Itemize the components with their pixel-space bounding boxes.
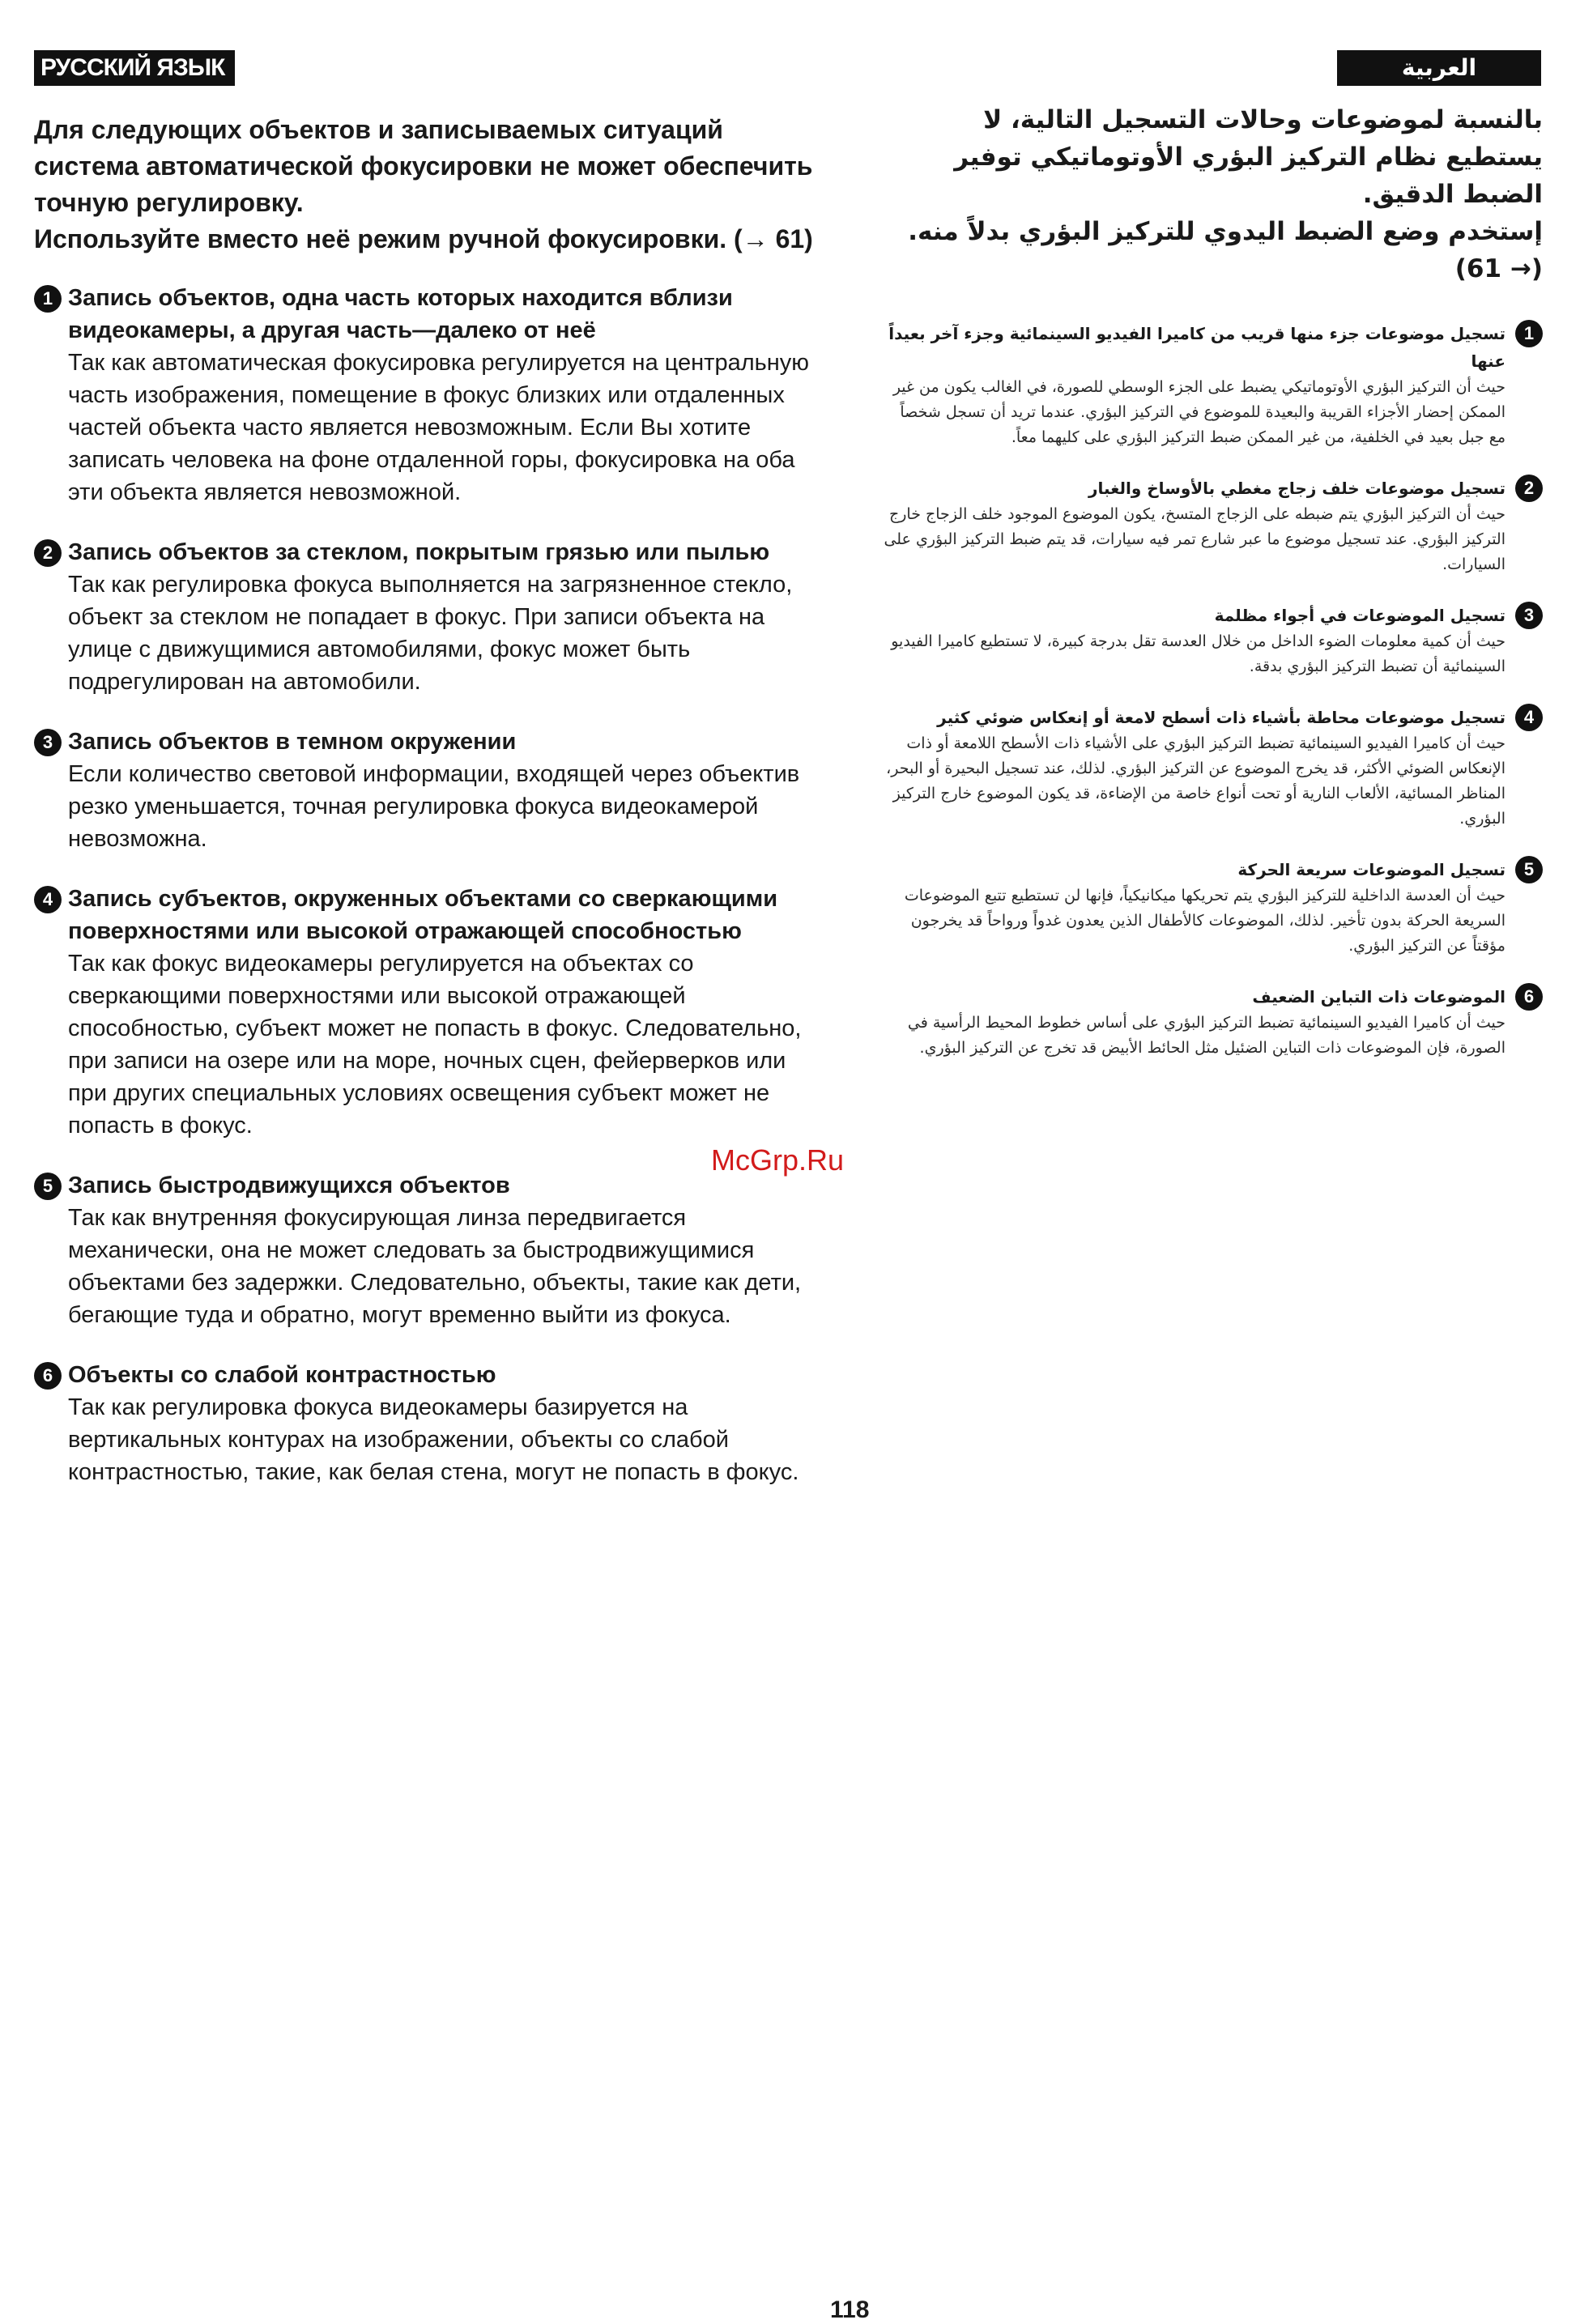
section-title: تسجيل موضوعات جزء منها قريب من كاميرا الفيديو السينمائية وجزء آخر بعيداً عنها xyxy=(888,324,1505,371)
section-number-badge: 2 xyxy=(34,539,62,567)
section-number-badge: 4 xyxy=(1515,704,1543,731)
watermark: McGrp.Ru xyxy=(711,1143,845,1177)
language-tag-arabic: العربية xyxy=(1337,50,1541,86)
section-number-badge: 1 xyxy=(34,285,62,313)
intro-line: Используйте вместо неё режим ручной фокусировки. (→ 61) xyxy=(34,224,813,253)
section-title: Запись объектов в темном окружении xyxy=(68,729,517,755)
intro-line: Для следующих объектов и записываемых ситуаций система автоматической фокусировки не может обеспечить точную регулировку. xyxy=(34,115,813,217)
arabic-intro xyxy=(883,101,1543,287)
section-body: حيث أن كاميرا الفيديو السينمائية تضبط التركيز البؤري على أساس خطوط المحيط الرأسية في الصورة، فإن الموضوعات ذات التباين الضئيل مثل الحائط الأبيض قد تخرج عن التركيز البؤري. xyxy=(907,1014,1505,1057)
section-title: تسجيل الموضوعات سريعة الحركة xyxy=(1237,860,1505,879)
section-body: Если количество световой информации, входящей через объектив резко уменьшается, точная регулировка фокуса видеокамерой невозможна. xyxy=(68,761,800,852)
section-body: حيث أن كمية معلومات الضوء الداخل من خلال العدسة تقل بدرجة كبيرة، لا تستطيع كاميرا الفيديو السينمائية أن تضبط التركيز البؤري بدقة. xyxy=(891,632,1505,675)
section-number-badge: 5 xyxy=(34,1173,62,1200)
section-body: حيث أن التركيز البؤري يتم ضبطه على الزجاج المتسخ، يكون الموضوع الموجود خلف الزجاج خارج التركيز البؤري. عند تسجيل موضوع ما عبر شارع تمر فيه سيارات، قد يتم ضبط التركيز البؤري على السيارات. xyxy=(884,505,1505,573)
section-number-badge: 5 xyxy=(1515,856,1543,883)
section-body: Так как регулировка фокуса видеокамеры базируется на вертикальных контурах на изображении, объекты со слабой контрастностью, такие, как белая стена, могут не попасть в фокус. xyxy=(68,1394,799,1485)
section-body: حيث أن العدسة الداخلية للتركيز البؤري يتم تحريكها ميكانيكياً، فإنها لن تستطيع تتبع الموضوعات السريعة الحركة بدون تأخير. لذلك، الموضوعات كالأطفال الذين يعدون غدواً ورواحاً قد يخرجون مؤقتاً عن التركيز البؤري. xyxy=(904,887,1505,955)
russian-section-5 xyxy=(34,1169,828,1331)
section-title: Запись быстродвижущихся объектов xyxy=(68,1173,510,1198)
russian-section-4 xyxy=(34,883,828,1142)
russian-section-6 xyxy=(34,1359,828,1488)
section-number-badge: 6 xyxy=(1515,983,1543,1011)
section-title: Запись объектов, одна часть которых находится вблизи видеокамеры, а другая часть—далеко от неё xyxy=(68,285,733,343)
page-number: 118 xyxy=(830,2296,870,2323)
section-title: Объекты со слабой контрастностью xyxy=(68,1362,496,1388)
arabic-section-6 xyxy=(883,983,1543,1061)
section-title: تسجيل موضوعات محاطة بأشياء ذات أسطح لامعة أو إنعكاس ضوئي كثير xyxy=(937,708,1505,727)
section-number-badge: 3 xyxy=(34,729,62,756)
russian-section-2 xyxy=(34,536,828,698)
section-title: تسجيل الموضوعات في أجواء مظلمة xyxy=(1214,606,1505,625)
section-body: Так как регулировка фокуса выполняется на загрязненное стекло, объект за стеклом не попадает в фокус. При записи объекта на улице с движущимися автомобилями, фокус может быть подрегулирован на автомобили. xyxy=(68,572,793,695)
section-title: Запись субъектов, окруженных объектами со сверкающими поверхностями или высокой отражающей способностью xyxy=(68,886,778,944)
russian-section-1 xyxy=(34,282,828,509)
arabic-section-2 xyxy=(883,475,1543,577)
section-body: حيث أن كاميرا الفيديو السينمائية تضبط التركيز البؤري على الأشياء ذات الأسطح اللامعة أو ذات الإنعكاس الضوئي الأكثر، قد يخرج الموضوع عن التركيز البؤري. لذلك، عند تسجيل البحيرة أو البحر، المناظر المسائية، الألعاب النارية أو تحت أنواع خاصة من الإضاءة، قد يكون الموضوع خارج التركيز البؤري. xyxy=(886,734,1505,828)
arabic-section-4 xyxy=(883,704,1543,832)
arabic-section-3 xyxy=(883,602,1543,679)
section-number-badge: 3 xyxy=(1515,602,1543,629)
section-title: الموضوعات ذات التباين الضعيف xyxy=(1252,987,1505,1007)
arabic-section-5 xyxy=(883,856,1543,959)
section-body: Так как автоматическая фокусировка регулируется на центральную часть изображения, помещение в фокус близких или отдаленных частей объекта часто является невозможным. Если Вы хотите записать человека на фоне отдаленной горы, фокусировка на оба эти объекта является невозможной. xyxy=(68,350,810,505)
section-body: Так как внутренняя фокусирующая линза передвигается механически, она не может следовать за быстродвижущимися объектами без задержки. Следовательно, объекты, такие как дети, бегающие туда и обратно, могут временно выйти из фокуса. xyxy=(68,1205,802,1328)
section-title: Запись объектов за стеклом, покрытым грязью или пылью xyxy=(68,539,770,565)
arabic-column xyxy=(883,101,1543,1085)
section-number-badge: 2 xyxy=(1515,475,1543,502)
section-body: حيث أن التركيز البؤري الأوتوماتيكي يضبط على الجزء الوسطي للصورة، في الغالب يكون من غير الممكن إحضار الأجزاء القريبة والبعيدة للموضوع في التركيز البؤري. عندما تريد أن تسجل شخصاً مع جبل بعيد في الخلفية، من غير الممكن ضبط التركيز البؤري على كليهما معاً. xyxy=(892,378,1505,446)
section-body: Так как фокус видеокамеры регулируется на объектах со сверкающими поверхностями или высокой отражающей способностью, субъект может не попасть в фокус. Следовательно, при записи на озере или на море, ночных сцен, фейерверков или при других специальных условиях освещения субъект может не попасть в фокус. xyxy=(68,951,802,1139)
section-title: تسجيل موضوعات خلف زجاج مغطي بالأوساخ والغبار xyxy=(1088,479,1505,498)
language-tag-russian: РУССКИЙ ЯЗЫК xyxy=(34,50,235,86)
section-number-badge: 4 xyxy=(34,886,62,913)
russian-intro xyxy=(34,112,828,258)
russian-column xyxy=(34,112,828,1516)
intro-line: بالنسبة لموضوعات وحالات التسجيل التالية، لا يستطيع نظام التركيز البؤري الأوتوماتيكي توفير الضبط الدقيق. xyxy=(954,105,1543,209)
russian-section-3 xyxy=(34,726,828,855)
arabic-section-1 xyxy=(883,320,1543,450)
intro-line: إستخدم وضع الضبط اليدوي للتركيز البؤري بدلاً منه. (→ 61) xyxy=(908,217,1543,283)
section-number-badge: 1 xyxy=(1515,320,1543,347)
section-number-badge: 6 xyxy=(34,1362,62,1390)
